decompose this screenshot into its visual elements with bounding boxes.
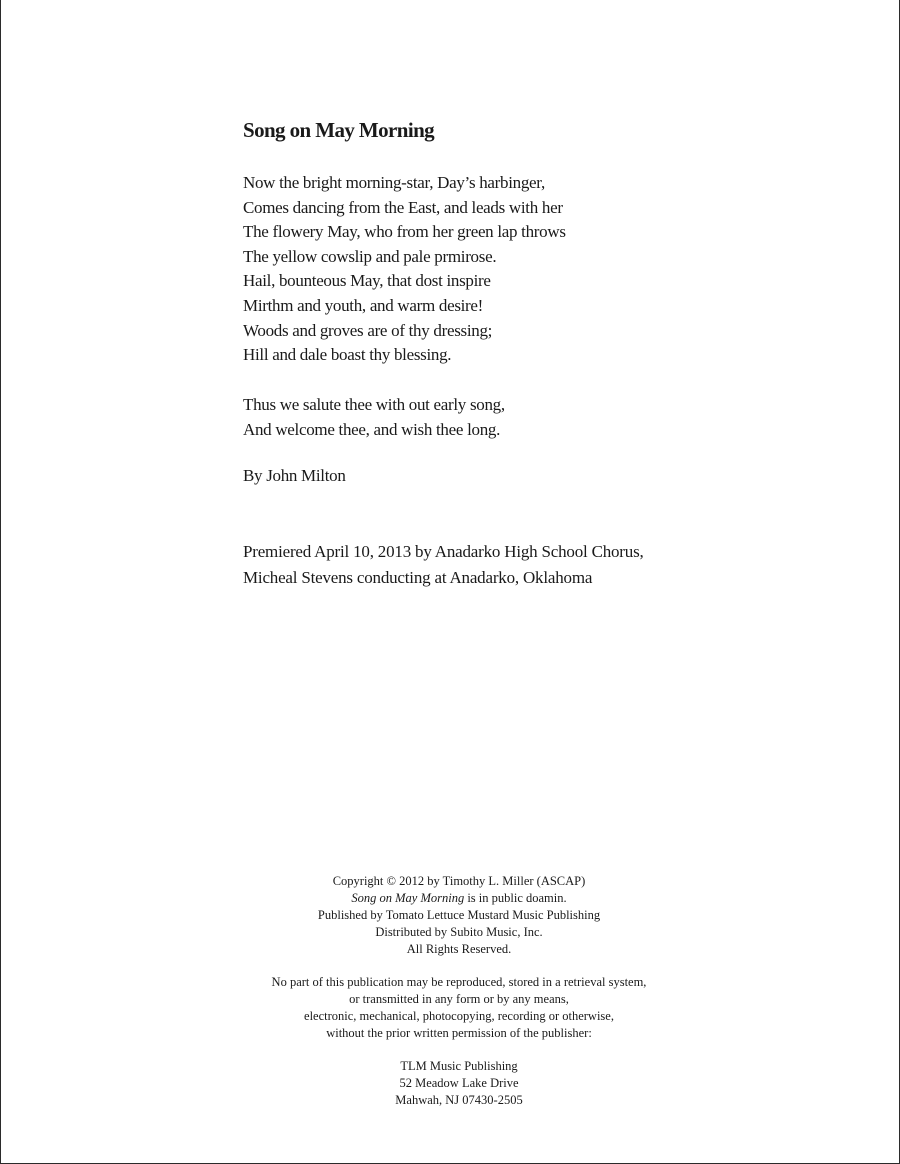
poem-line: Mirthm and youth, and warm desire! <box>243 295 484 315</box>
poem-line: Woods and groves are of thy dressing; <box>243 320 493 340</box>
poem-line: Comes dancing from the East, and leads with her <box>243 197 563 217</box>
poem-title: Song on May Morning <box>243 118 435 142</box>
premiere-line: Micheal Stevens conducting at Anadarko, Oklahoma <box>243 568 593 587</box>
address-line: TLM Music Publishing <box>400 1059 518 1073</box>
poem-stanza-1 <box>243 171 566 368</box>
work-title-italic: Song on May Morning <box>351 891 465 905</box>
notice-line: electronic, mechanical, photocopying, recording or otherwise, <box>304 1009 614 1023</box>
reproduction-notice <box>201 974 717 1042</box>
poem-line: Now the bright morning-star, Day’s harbinger, <box>243 173 545 192</box>
copyright-line: Copyright © 2012 by Timothy L. Miller (ASCAP) <box>332 874 586 888</box>
distributor-line: Distributed by Subito Music, Inc. <box>375 925 543 939</box>
poem-line: And welcome thee, and wish thee long. <box>243 419 501 439</box>
poem-line: Hail, bounteous May, that dost inspire <box>243 271 491 291</box>
poem-stanza-2 <box>243 393 505 442</box>
premiere-line: Premiered April 10, 2013 by Anadarko High School Chorus, <box>243 542 644 561</box>
notice-line: without the prior written permission of the publisher: <box>326 1026 592 1040</box>
premiere-note <box>243 539 644 591</box>
poem-line: The yellow cowslip and pale prmirose. <box>243 246 497 266</box>
address-line: 52 Meadow Lake Drive <box>399 1076 519 1090</box>
poem-line: Thus we salute thee with out early song, <box>243 395 505 414</box>
address-line: Mahwah, NJ 07430-2505 <box>395 1093 523 1107</box>
author-credit: By John Milton <box>243 466 346 485</box>
poem-line: Hill and dale boast thy blessing. <box>243 345 452 365</box>
copyright-notice <box>201 873 717 958</box>
rights-reserved-line: All Rights Reserved. <box>406 942 512 956</box>
publisher-line: Published by Tomato Lettuce Mustard Music Publishing <box>317 908 601 922</box>
public-domain-text: is in public doamin. <box>464 891 567 905</box>
notice-line: or transmitted in any form or by any means, <box>349 992 569 1006</box>
publisher-address <box>201 1058 717 1109</box>
public-domain-line <box>201 890 717 907</box>
notice-line: No part of this publication may be reproduced, stored in a retrieval system, <box>271 975 647 989</box>
poem-line: The flowery May, who from her green lap throws <box>243 222 566 242</box>
